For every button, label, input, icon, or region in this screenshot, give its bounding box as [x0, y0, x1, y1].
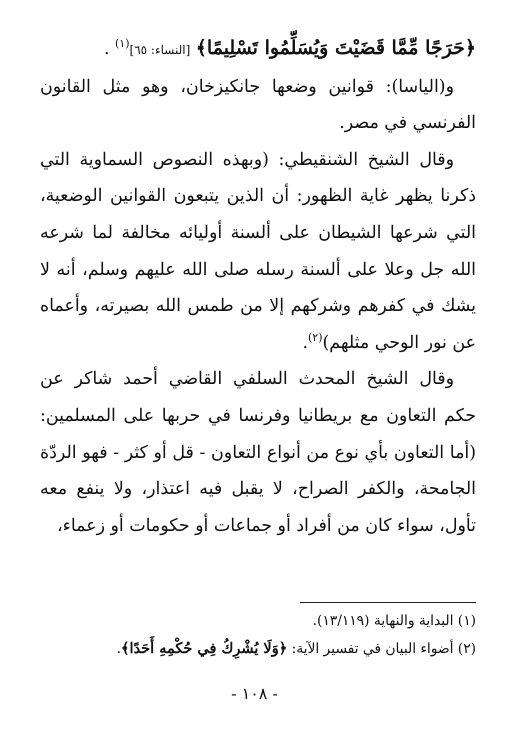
footnote-2-end: . — [116, 641, 122, 657]
shanqiti-quote-paragraph — [40, 142, 476, 362]
footnote-2-text: (٢) أضواء البيان في تفسير الآية: — [287, 641, 476, 657]
verse-line — [40, 30, 476, 69]
footnotes — [40, 608, 476, 663]
verse-line-end: . — [103, 39, 115, 59]
main-text — [40, 30, 476, 544]
shanqiti-quote-end: . — [302, 332, 308, 353]
footnote-2-verse: ﴿وَلَا يُشْرِكُ فِي حُكْمِهِ أَحَدًا﴾ — [121, 640, 288, 657]
page-number: - ١٠٨ - — [231, 684, 278, 703]
verse-reference: [النساء: ٦٥] — [129, 43, 191, 57]
footnote-separator — [300, 602, 476, 603]
footnote-2 — [40, 635, 476, 663]
footnote-marker-2: (٢) — [308, 330, 323, 344]
footnote-1-text: (١) البداية والنهاية (١٣/١١٩). — [312, 613, 476, 629]
yasa-paragraph — [40, 69, 476, 142]
quran-verse: ﴿حَرَجًا مِّمَّا قَضَيْتَ وَيُسَلِّمُوا تَسْلِيمًا﴾ — [195, 37, 476, 59]
footnote-1 — [40, 608, 476, 635]
shanqiti-quote-text: وقال الشيخ الشنقيطي: (وبهذه النصوص السماوية التي ذكرنا يظهر غاية الظهور: أن الذين يتبعون القوانين الوضعية، التي شرعها الشيطان على ألسنة أوليائه مخالفة لما شرعه الله جل وعلا على ألسنة رسله صلى الله عليهم وسلم، أنه لا يشك في كفرهم وشركهم إلا من طمس الله بصيرته، وأعماه عن نور الوحي مثلهم) — [40, 149, 476, 353]
shakir-quote-text: وقال الشيخ المحدث السلفي القاضي أحمد شاكر عن حكم التعاون مع بريطانيا وفرنسا في حربها على المسلمين: (أما التعاون بأي نوع من أنواع التعاون - قل أو كثر - فهو الردّة الجامحة، والكفر الصراح، لا يقبل فيه اعتذار، ولا ينفع معه تأول، سواء كان من أفراد أو جماعات أو حكومات أو زعماء، — [40, 369, 476, 536]
yasa-paragraph-text: و(الياسا): قوانين وضعها جانكيزخان، وهو مثل القانون الفرنسي في مصر. — [40, 76, 476, 134]
shakir-quote-paragraph — [40, 361, 476, 544]
footnote-marker-1: (١) — [115, 37, 130, 51]
